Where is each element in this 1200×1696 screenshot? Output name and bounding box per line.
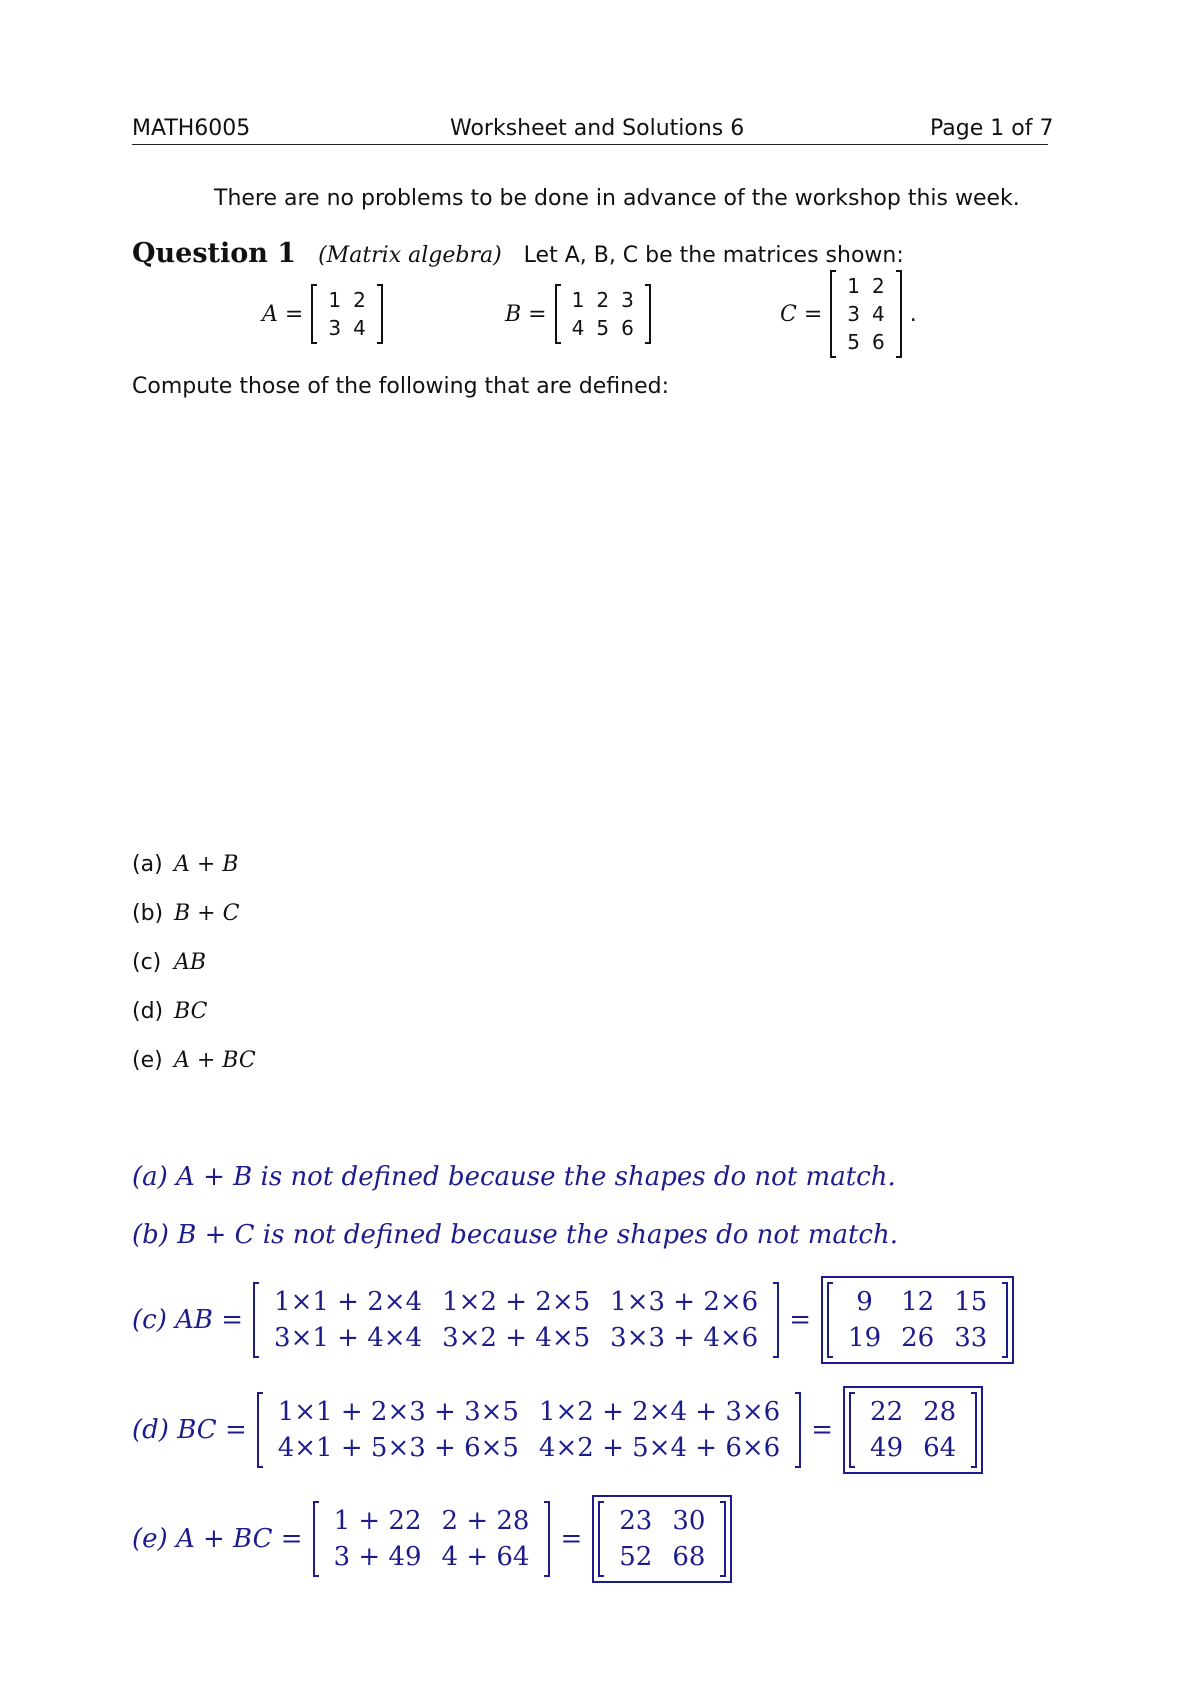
- matrix-c: [830, 270, 901, 358]
- matrix-a-definition: [262, 284, 383, 344]
- matrix-cell: 68: [672, 1542, 706, 1572]
- matrix-cell: 4: [872, 302, 885, 326]
- matrix-cell: 33: [954, 1323, 988, 1353]
- matrix-c-definition: [780, 270, 917, 358]
- part-a: [132, 852, 238, 877]
- matrix-cell: 2 + 28: [441, 1506, 530, 1536]
- matrix-c-label: C =: [780, 301, 823, 327]
- matrix-cell: 12: [901, 1287, 935, 1317]
- matrix-cell: 1: [847, 274, 860, 298]
- solution-e-equals: =: [560, 1524, 583, 1554]
- part-d-expr: BC: [174, 999, 208, 1024]
- matrix-cell: 5: [847, 330, 860, 354]
- matrix-cell: 28: [923, 1397, 957, 1427]
- solution-d-answer-box: [843, 1386, 983, 1474]
- matrix-cell: 15: [954, 1287, 988, 1317]
- matrix-cell: 4 + 64: [441, 1542, 530, 1572]
- matrix-cell: 5: [596, 316, 610, 340]
- header-rule: [132, 144, 1048, 145]
- solution-d-result-matrix: [849, 1392, 977, 1468]
- question-heading: [132, 238, 904, 269]
- solution-e-expanded-matrix: [313, 1501, 551, 1577]
- matrix-cell: 1 + 22: [333, 1506, 422, 1536]
- matrix-cell: 3×2 + 4×5: [442, 1323, 591, 1353]
- matrix-cell: 23: [619, 1506, 653, 1536]
- part-d-label: (d): [132, 999, 164, 1024]
- solution-e-lhs: (e) A + BC =: [132, 1524, 303, 1554]
- solution-a: (a) A + B is not defined because the shapes do not match.: [132, 1162, 896, 1192]
- matrix-a-label: A =: [262, 301, 304, 327]
- matrix-cell: 3 + 49: [333, 1542, 422, 1572]
- question-title: Question 1: [132, 238, 297, 269]
- solution-e: [132, 1495, 732, 1583]
- solution-d-lhs: (d) BC =: [132, 1415, 247, 1445]
- part-a-expr: A + B: [174, 852, 239, 877]
- solution-c-equals: =: [789, 1305, 812, 1335]
- matrix-cell: 6: [621, 316, 634, 340]
- compute-instruction: Compute those of the following that are defined:: [132, 374, 669, 399]
- solution-d: [132, 1386, 983, 1474]
- matrix-cell: 19: [848, 1323, 882, 1353]
- solution-c: [132, 1276, 1014, 1364]
- intro-text: There are no problems to be done in advance of the workshop this week.: [214, 186, 1020, 211]
- matrix-cell: 4×1 + 5×3 + 6×5: [277, 1433, 519, 1463]
- part-d: [132, 999, 207, 1024]
- matrix-cell: 1×2 + 2×4 + 3×6: [538, 1397, 781, 1427]
- matrix-cell: 6: [872, 330, 885, 354]
- matrix-cell: 1×2 + 2×5: [442, 1287, 591, 1317]
- matrix-cell: 9: [856, 1287, 873, 1317]
- part-b-expr: B + C: [174, 901, 240, 926]
- matrix-b-label: B =: [505, 301, 547, 327]
- matrix-cell: 64: [923, 1433, 957, 1463]
- part-b-label: (b): [132, 901, 164, 926]
- solution-d-equals: =: [811, 1415, 834, 1445]
- course-code: MATH6005: [132, 116, 251, 141]
- matrix-cell: 4: [353, 316, 366, 340]
- matrix-cell: 1×3 + 2×6: [610, 1287, 759, 1317]
- part-a-label: (a): [132, 852, 163, 877]
- matrix-cell: 1: [571, 288, 585, 312]
- matrix-cell: 1×1 + 2×3 + 3×5: [277, 1397, 519, 1427]
- solution-c-answer-box: [821, 1276, 1014, 1364]
- matrix-cell: 1: [328, 288, 342, 312]
- matrix-cell: 4: [571, 316, 585, 340]
- matrix-c-period: .: [909, 301, 917, 327]
- part-c: [132, 950, 206, 975]
- solution-d-expanded-matrix: [257, 1392, 802, 1468]
- part-c-expr: AB: [174, 950, 207, 975]
- matrix-cell: 26: [901, 1323, 935, 1353]
- matrix-cell: 49: [870, 1433, 904, 1463]
- solution-c-expanded-matrix: [253, 1282, 779, 1358]
- document-title: Worksheet and Solutions 6: [450, 116, 745, 141]
- matrix-a: [311, 284, 382, 344]
- matrix-cell: 2: [353, 288, 366, 312]
- solution-c-result-matrix: [827, 1282, 1008, 1358]
- solution-e-result-matrix: [598, 1501, 726, 1577]
- part-e-expr: A + BC: [174, 1048, 256, 1073]
- matrix-cell: 2: [596, 288, 610, 312]
- matrix-cell: 52: [619, 1542, 653, 1572]
- part-e-label: (e): [132, 1048, 163, 1073]
- matrix-cell: 3: [328, 316, 342, 340]
- solution-c-lhs: (c) AB =: [132, 1305, 244, 1335]
- page-number: Page 1 of 7: [930, 116, 1054, 141]
- part-e: [132, 1048, 256, 1073]
- solution-b: (b) B + C is not defined because the shapes do not match.: [132, 1220, 898, 1250]
- matrix-cell: 22: [870, 1397, 904, 1427]
- part-c-label: (c): [132, 950, 162, 975]
- matrix-cell: 3×3 + 4×6: [610, 1323, 759, 1353]
- matrix-cell: 3: [847, 302, 860, 326]
- matrix-cell: 2: [872, 274, 885, 298]
- matrix-b: [555, 284, 651, 344]
- part-b: [132, 901, 239, 926]
- matrix-cell: 3: [621, 288, 634, 312]
- solution-e-answer-box: [592, 1495, 732, 1583]
- matrix-cell: 30: [672, 1506, 706, 1536]
- matrix-b-definition: [505, 284, 651, 344]
- question-topic: (Matrix algebra): [318, 243, 502, 268]
- matrix-cell: 1×1 + 2×4: [274, 1287, 423, 1317]
- question-prompt: Let A, B, C be the matrices shown:: [523, 243, 904, 268]
- matrix-cell: 3×1 + 4×4: [274, 1323, 423, 1353]
- matrix-cell: 4×2 + 5×4 + 6×6: [538, 1433, 781, 1463]
